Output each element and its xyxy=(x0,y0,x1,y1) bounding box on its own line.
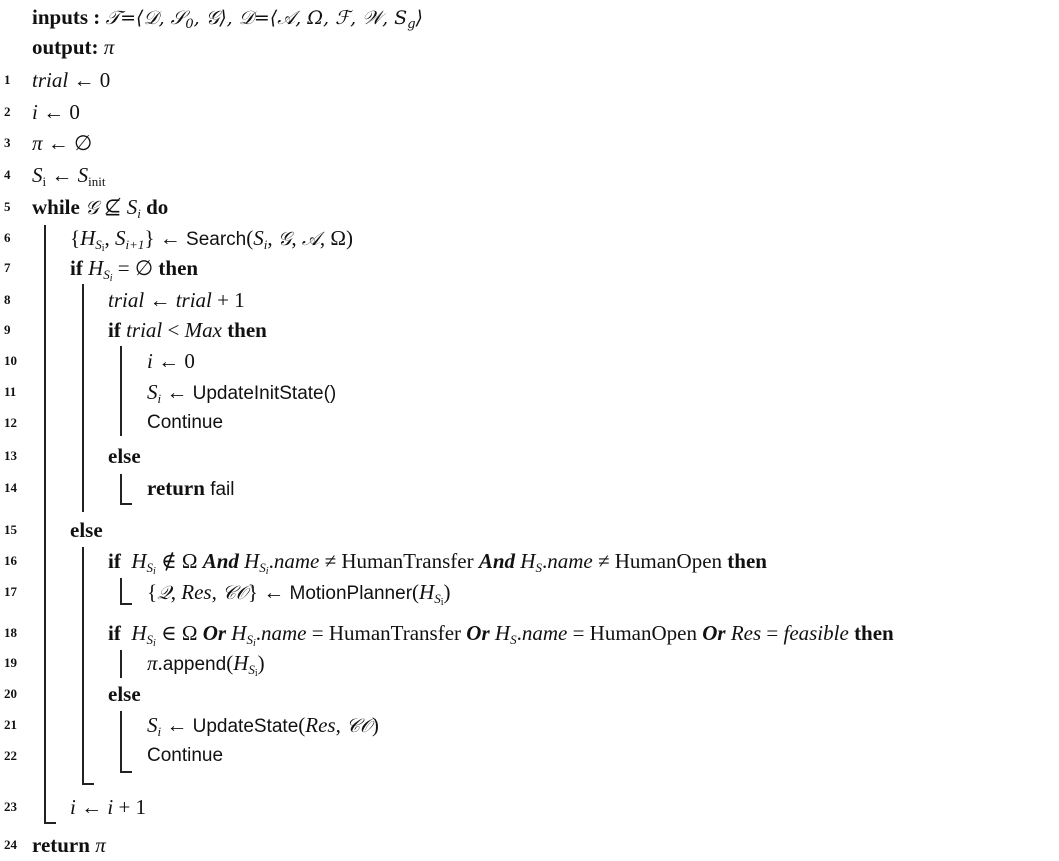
line-number: 11 xyxy=(4,384,17,399)
var-trial: trial xyxy=(32,68,69,92)
if-trial-block-bar xyxy=(120,346,122,436)
line-number: 18 xyxy=(4,625,17,640)
line-number: 2 xyxy=(4,104,11,119)
line-number: 6 xyxy=(4,230,11,245)
line-number: 9 xyxy=(4,322,11,337)
line-number: 20 xyxy=(4,686,17,701)
line-number: 17 xyxy=(4,584,17,599)
else-update-block-end xyxy=(120,771,132,773)
line-number: 4 xyxy=(4,167,11,182)
while-block-end xyxy=(44,822,56,824)
else-block-end xyxy=(82,783,94,785)
algorithm-block: inputs : 𝒯=⟨𝒟, 𝒮$_0$, 𝒢⟩, 𝒟=⟨𝒜, Ω, ℱ, 𝒲, $S_g⟩$ output: π 1 trial ← 0 2 i ← 0 3 π ← ∅ 4 $S_i$ ← $S_{init}$ 5 while 𝒢 ⊈ $S_i$ do 6 {$H_{S_i}$, $S_{i+1}$} ← $Search(S_i$, 𝒢, 𝒜, Ω) 7 if $H_{S_i}$ = ∅ then 8 trial ← trial + 1 9 if trial < Max then 10 i ← 0 11 $S_i$ ← UpdateInitState() 12 Continue 13 else 14 return fail 15 else 16 if $H_{S_i}$ ∉ Ω And $H_{S_i}.name$ ≠ HumanTransfer And $H_S.name$ ≠ HumanOpen then 17 {𝒬, Res, 𝒞𝒪} ← $MotionPlanner(H_{S_i})$ 18 if $H_{S_i}$ ∈ Ω Or $H_{S_i}.name$ = HumanTransfer Or $H_S.name$ = HumanOpen Or Res = feasible then 19 $\pi.append(H_{S_i})$ 20 else 21 $S_i$ ← UpdateState(Res, 𝒞𝒪) 22 Continue 23 i ← i + 1 24 return π xyxy=(0,0,1059,861)
else-block-bar xyxy=(82,547,84,784)
if-motion-block-end xyxy=(120,603,132,605)
line-number: 15 xyxy=(4,522,17,537)
line-number: 1 xyxy=(4,72,11,87)
line-number: 22 xyxy=(4,748,17,763)
inputs-label: inputs : xyxy=(32,5,101,29)
output-value: π xyxy=(103,35,115,59)
inputs-value: 𝒯=⟨𝒟, 𝒮$_0$, 𝒢⟩, 𝒟=⟨𝒜, Ω, ℱ, 𝒲, $S_g⟩$ xyxy=(105,7,423,32)
output-label: output: xyxy=(32,35,99,59)
line-number: 10 xyxy=(4,353,17,368)
line-number: 21 xyxy=(4,717,17,732)
line-number: 14 xyxy=(4,480,17,495)
line-number: 3 xyxy=(4,135,11,150)
line-number: 5 xyxy=(4,199,11,214)
if-motion-block-bar xyxy=(120,578,122,604)
line-number: 8 xyxy=(4,292,11,307)
else-fail-block-end xyxy=(120,503,132,505)
line-number: 13 xyxy=(4,448,17,463)
while-block-bar xyxy=(44,225,46,823)
line-number: 23 xyxy=(4,799,17,814)
line-number: 24 xyxy=(4,837,17,852)
line-number: 19 xyxy=(4,655,17,670)
if-append-block-bar xyxy=(120,650,122,678)
line-number: 7 xyxy=(4,260,11,275)
if-block-bar xyxy=(82,284,84,512)
line-number: 16 xyxy=(4,553,17,568)
line-number: 12 xyxy=(4,415,17,430)
else-fail-block-bar xyxy=(120,474,122,504)
else-update-block-bar xyxy=(120,711,122,772)
